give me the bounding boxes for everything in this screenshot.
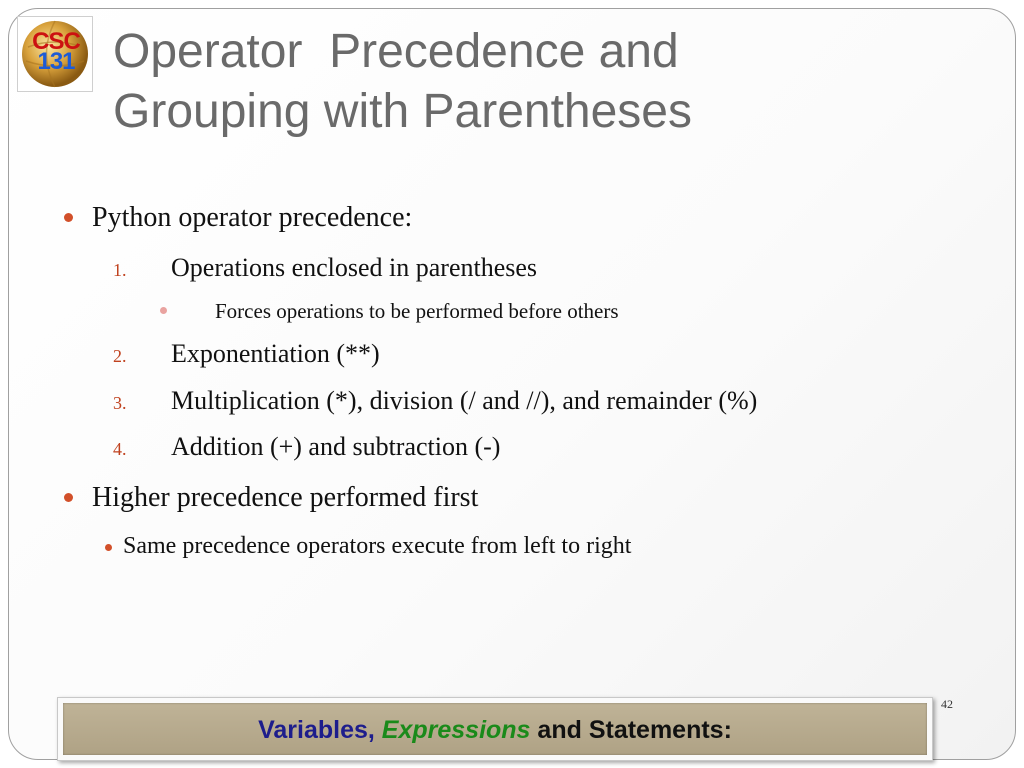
list-item-4: Addition (+) and subtraction (-): [171, 432, 501, 461]
footer-expressions: Expressions: [381, 716, 531, 744]
bullet-higher-precedence: Higher precedence performed first: [92, 482, 479, 513]
list-number-1: 1.: [113, 260, 127, 280]
list-number-3: 3.: [113, 393, 127, 413]
page-number: 42: [941, 697, 953, 711]
list-item-1: Operations enclosed in parentheses: [171, 253, 538, 282]
sub-bullet-forces: Forces operations to be performed before others: [215, 299, 619, 323]
footer-variables: Variables,: [258, 716, 375, 744]
slide-title: [113, 22, 692, 142]
slide-title-line-2: Grouping with Parentheses: [113, 85, 692, 138]
list-item-2: Exponentiation (**): [171, 339, 380, 368]
sub-bullet-dot-icon: [105, 544, 112, 551]
slide-title-line-1: Operator Precedence and: [113, 25, 679, 78]
bullet-dot-icon: [64, 493, 73, 502]
sub-bullet-dot-icon: [160, 307, 167, 314]
list-item-3: Multiplication (*), division (/ and //), and remainder (%): [171, 386, 758, 415]
logo-text-bottom: 131: [37, 48, 75, 75]
logo-text-top: CSC: [32, 28, 80, 55]
sub-bullet-same-precedence: Same precedence operators execute from left to right: [123, 533, 632, 559]
bullet-python-precedence: Python operator precedence:: [92, 202, 413, 233]
footer-text: [63, 703, 927, 755]
list-number-4: 4.: [113, 439, 127, 459]
bullet-dot-icon: [64, 213, 73, 222]
list-number-2: 2.: [113, 346, 127, 366]
footer-statements: and Statements:: [537, 716, 732, 744]
course-logo: [17, 16, 93, 92]
footer-banner: [57, 697, 933, 761]
